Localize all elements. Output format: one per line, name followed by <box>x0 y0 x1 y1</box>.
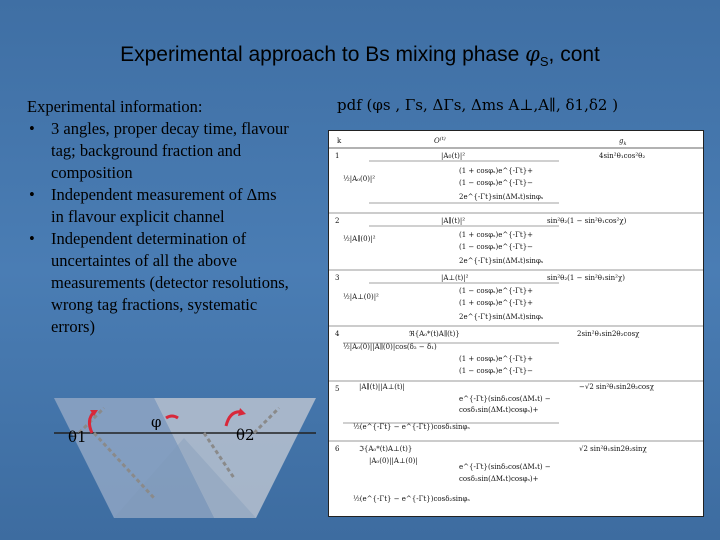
row-number: 4 <box>335 330 340 338</box>
bullet-item: • Independent determination of uncertaintes of all the above measurements (detector resolutions, wrong tag fractions, systematic errors) <box>27 228 292 338</box>
svg-text:ℜ{A₀*(t)A∥(t)}: ℜ{A₀*(t)A∥(t)} <box>409 330 460 338</box>
svg-text:gk: $g_k$ <box>619 137 627 147</box>
row-number: 1 <box>335 152 340 160</box>
svg-text:2e^{-Γt}sin(ΔMₛt)sinφₛ: 2e^{-Γt}sin(ΔMₛt)sinφₛ <box>459 313 544 321</box>
svg-text:½|A∥(0)|²: ½|A∥(0)|² <box>343 235 376 243</box>
svg-text:O(t): $O^{(t)}$ <box>434 136 446 145</box>
svg-text:2e^{-Γt}sin(ΔMₛt)sinφₛ: 2e^{-Γt}sin(ΔMₛt)sinφₛ <box>459 257 544 265</box>
svg-text:2sin²θ₁sin2θ₂cosχ: 2sin²θ₁sin2θ₂cosχ <box>577 330 640 338</box>
row-number: 2 <box>335 217 340 225</box>
decay-planes-graphic <box>54 378 316 528</box>
svg-text:(1 − cosφₛ)e^{-Γt}−: (1 − cosφₛ)e^{-Γt}− <box>459 243 534 251</box>
pdf-label <box>337 96 618 115</box>
svg-text:½|A₀(0)|²: ½|A₀(0)|² <box>343 175 376 183</box>
bullet-item: • Independent measurement of Δms in flavour explicit channel <box>27 184 292 228</box>
info-heading: Experimental information: <box>27 97 203 116</box>
svg-text:√2 sin²θ₁sin2θ₂sinχ: √2 sin²θ₁sin2θ₂sinχ <box>579 445 647 453</box>
table-graphic <box>329 131 703 516</box>
row-number: 5 <box>335 385 340 393</box>
pdf-text: pdf (φs , Γs, ΔΓs, Δms A⊥,A∥, δ1,δ2 ) <box>337 96 619 114</box>
svg-text:|A0(t)|²: |A0(t)|² <box>441 152 466 160</box>
svg-text:e^{-Γt}(sinδ₁cos(ΔMₛt) −: e^{-Γt}(sinδ₁cos(ΔMₛt) − <box>459 395 551 403</box>
svg-text:sin²θ₂(1 − sin²θ₁cos²χ): sin²θ₂(1 − sin²θ₁cos²χ) <box>547 217 627 225</box>
decay-angles-diagram <box>54 378 316 528</box>
svg-text:(1 − cosφₛ)e^{-Γt}−: (1 − cosφₛ)e^{-Γt}− <box>459 367 534 375</box>
table-header-k: k <box>337 137 342 145</box>
row-number: 3 <box>335 274 340 282</box>
svg-text:ℑ{A₀*(t)A⊥(t)}: ℑ{A₀*(t)A⊥(t)} <box>359 445 413 453</box>
slide-title <box>0 42 720 69</box>
pdf-terms-table <box>328 130 704 517</box>
info-bullet-list <box>27 118 292 338</box>
row-number: 6 <box>335 445 340 453</box>
svg-text:−√2 sin²θ₁sin2θ₂cosχ: −√2 sin²θ₁sin2θ₂cosχ <box>579 383 654 391</box>
svg-text:(1 − cosφₛ)e^{-Γt}+: (1 − cosφₛ)e^{-Γt}+ <box>459 287 534 295</box>
svg-text:(1 + cosφₛ)e^{-Γt}+: (1 + cosφₛ)e^{-Γt}+ <box>459 167 534 175</box>
bullet-item: • 3 angles, proper decay time, flavour tag; background fraction and composition <box>27 118 292 184</box>
svg-text:½|A⊥(0)|²: ½|A⊥(0)|² <box>343 293 379 301</box>
phi-label: φ <box>151 413 162 431</box>
theta2-label: θ2 <box>236 426 255 444</box>
svg-text:|A∥(t)||A⊥(t)|: |A∥(t)||A⊥(t)| <box>359 383 405 391</box>
theta1-label: θ1 <box>68 428 87 446</box>
svg-text:e^{-Γt}(sinδ₂cos(ΔMₛt) −: e^{-Γt}(sinδ₂cos(ΔMₛt) − <box>459 463 551 471</box>
svg-text:4sin²θ₁cos²θ₂: 4sin²θ₁cos²θ₂ <box>599 152 646 160</box>
svg-text:(1 + cosφₛ)e^{-Γt}+: (1 + cosφₛ)e^{-Γt}+ <box>459 299 534 307</box>
svg-text:½|A₀(0)||A∥(0)|cos(δ₂ − δ₁): ½|A₀(0)||A∥(0)|cos(δ₂ − δ₁) <box>343 343 437 351</box>
title-phi-sub: S <box>539 54 549 70</box>
experimental-info-panel <box>27 96 292 338</box>
svg-text:|A⊥(t)|²: |A⊥(t)|² <box>441 274 469 282</box>
svg-text:(1 + cosφₛ)e^{-Γt}+: (1 + cosφₛ)e^{-Γt}+ <box>459 231 534 239</box>
svg-text:2e^{-Γt}sin(ΔMₛt)sinφₛ: 2e^{-Γt}sin(ΔMₛt)sinφₛ <box>459 193 544 201</box>
title-phi: φ <box>525 42 540 66</box>
svg-text:½(e^{-Γt} − e^{-Γt})cosδ₂sinφₛ: ½(e^{-Γt} − e^{-Γt})cosδ₂sinφₛ <box>353 495 470 503</box>
svg-text:cosδ₂sin(ΔMₛt)cosφₛ)+: cosδ₂sin(ΔMₛt)cosφₛ)+ <box>459 475 539 483</box>
svg-text:(1 + cosφₛ)e^{-Γt}+: (1 + cosφₛ)e^{-Γt}+ <box>459 355 534 363</box>
svg-text:cosδ₁sin(ΔMₛt)cosφₛ)+: cosδ₁sin(ΔMₛt)cosφₛ)+ <box>459 406 539 414</box>
svg-text:(1 − cosφₛ)e^{-Γt}−: (1 − cosφₛ)e^{-Γt}− <box>459 179 534 187</box>
svg-text:sin²θ₂(1 − sin²θ₁sin²χ): sin²θ₂(1 − sin²θ₁sin²χ) <box>547 274 625 282</box>
svg-text:|A∥(t)|²: |A∥(t)|² <box>441 217 466 225</box>
title-prefix: Experimental approach to Bs mixing phase <box>120 43 526 66</box>
svg-text:½(e^{-Γt} − e^{-Γt})cosδ₁sinφₛ: ½(e^{-Γt} − e^{-Γt})cosδ₁sinφₛ <box>353 423 470 431</box>
title-suffix: , cont <box>548 43 600 66</box>
svg-text:|A₀(0)||A⊥(0)|: |A₀(0)||A⊥(0)| <box>369 457 418 465</box>
